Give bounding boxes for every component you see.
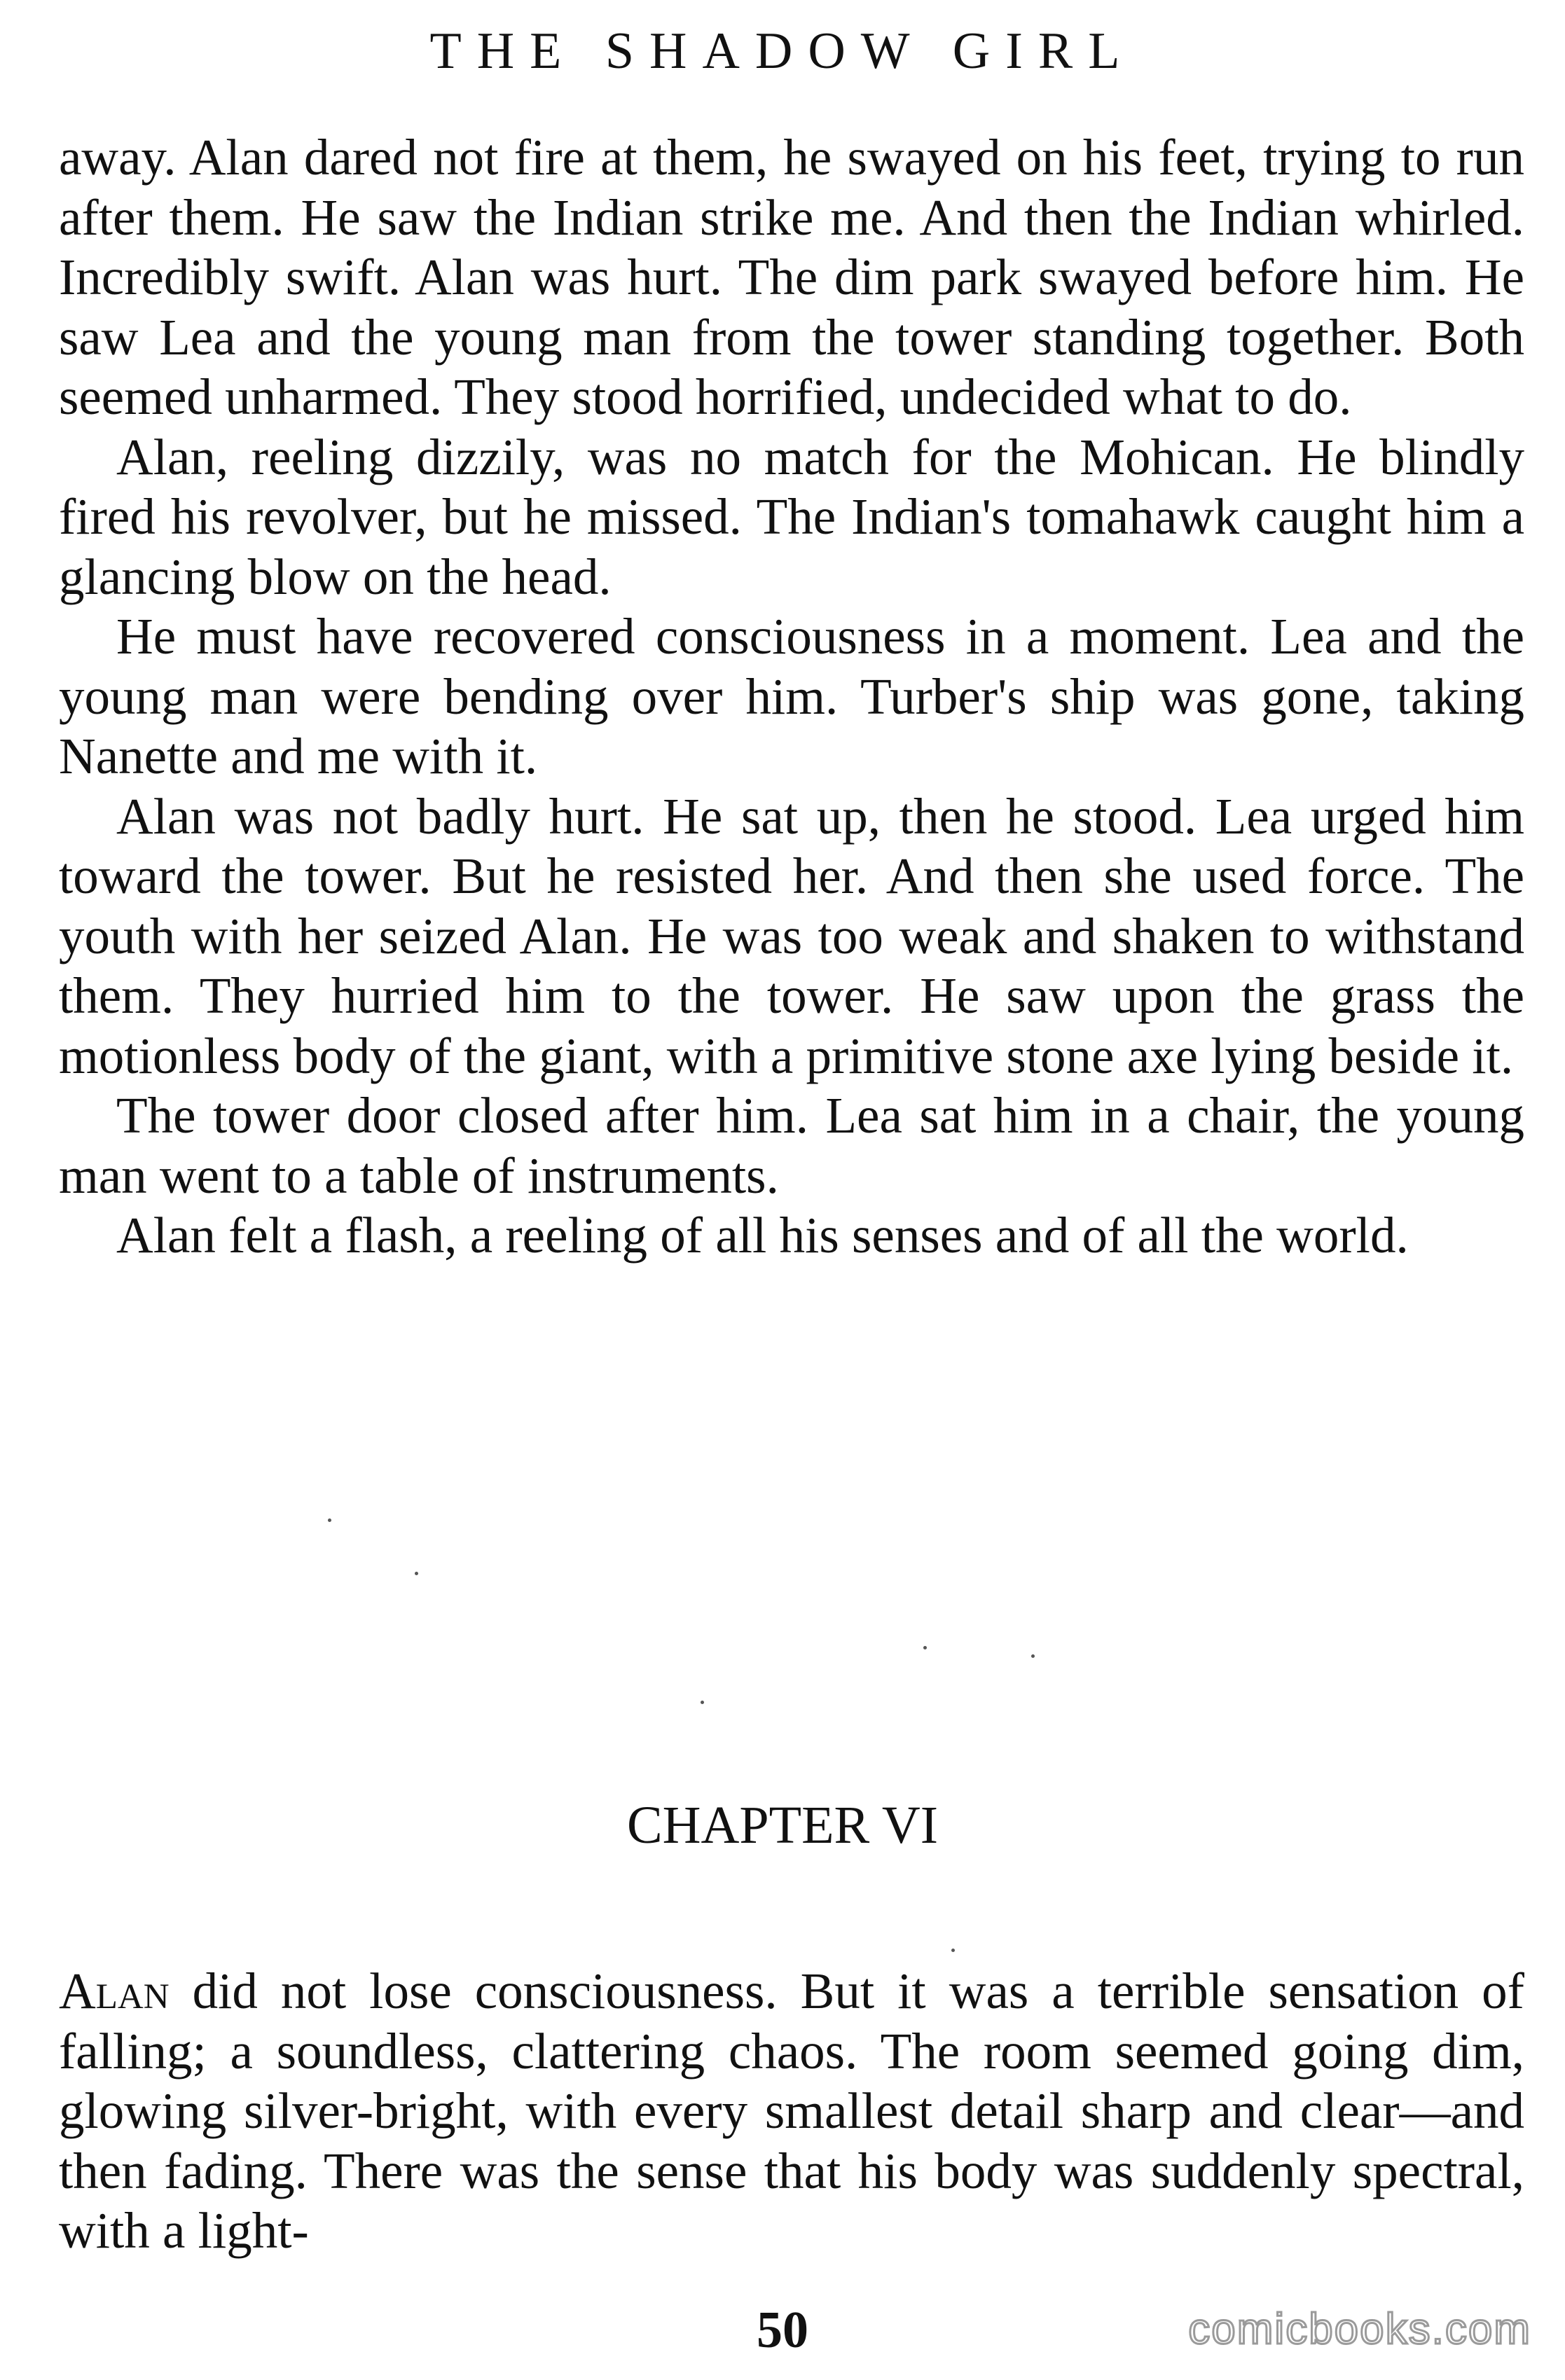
running-head: THE SHADOW GIRL [429, 22, 1136, 80]
print-speck [701, 1701, 704, 1704]
chapter-opening-paragraph [59, 1961, 1524, 2261]
paragraph: The tower door closed after him. Lea sat him in a chair, the young man went to a table of instruments. [59, 1087, 1524, 1204]
chapter-lead-word: Alan [59, 1963, 170, 2019]
print-speck [415, 1572, 418, 1575]
print-speck [328, 1518, 331, 1522]
print-speck [1031, 1654, 1035, 1658]
chapter-opening-text: did not lose consciousness. But it was a terrible sensation of falling; a soundless, clattering chaos. The room seemed going dim, glowing silver-bright, with every smallest detail sharp and clear—and then fading. There was the sense that his body was suddenly spectral, with a light- [59, 1963, 1524, 2259]
paragraph: Alan, reeling dizzily, was no match for the Mohican. He blindly fired his revolver, but he missed. The Indian's tomahawk caught him a glancing blow on the head. [59, 428, 1524, 605]
body-text-chapter [59, 1961, 1524, 2261]
paragraph: He must have recovered consciousness in a moment. Lea and the young man were bending over him. Turber's ship was gone, taking Nanette and me with it. [59, 608, 1524, 784]
paragraph-continuation: away. Alan dared not fire at them, he swayed on his feet, trying to run after them. He saw the Indian strike me. And then the Indian whirled. Incredibly swift. Alan was hurt. The dim park swayed before him. He saw Lea and the young man from the tower standing together. Both seemed unharmed. They stood horrified, undecided what to do. [59, 129, 1524, 425]
watermark: comicbooks.com [1188, 2305, 1531, 2353]
print-speck [923, 1646, 927, 1649]
page-number: 50 [757, 2302, 808, 2359]
paragraph: Alan felt a flash, a reeling of all his senses and of all the world. [116, 1207, 1409, 1264]
print-speck [951, 1949, 955, 1952]
chapter-heading: CHAPTER VI [626, 1796, 939, 1855]
paragraph: Alan was not badly hurt. He sat up, then he stood. Lea urged him toward the tower. But he resisted her. And then she used force. The youth with her seized Alan. He was too weak and shaken to withstand them. They hurried him to the tower. He saw upon the grass the motionless body of the giant, with a primitive stone axe lying beside it. [59, 787, 1524, 1084]
body-text-top [59, 127, 1524, 1266]
